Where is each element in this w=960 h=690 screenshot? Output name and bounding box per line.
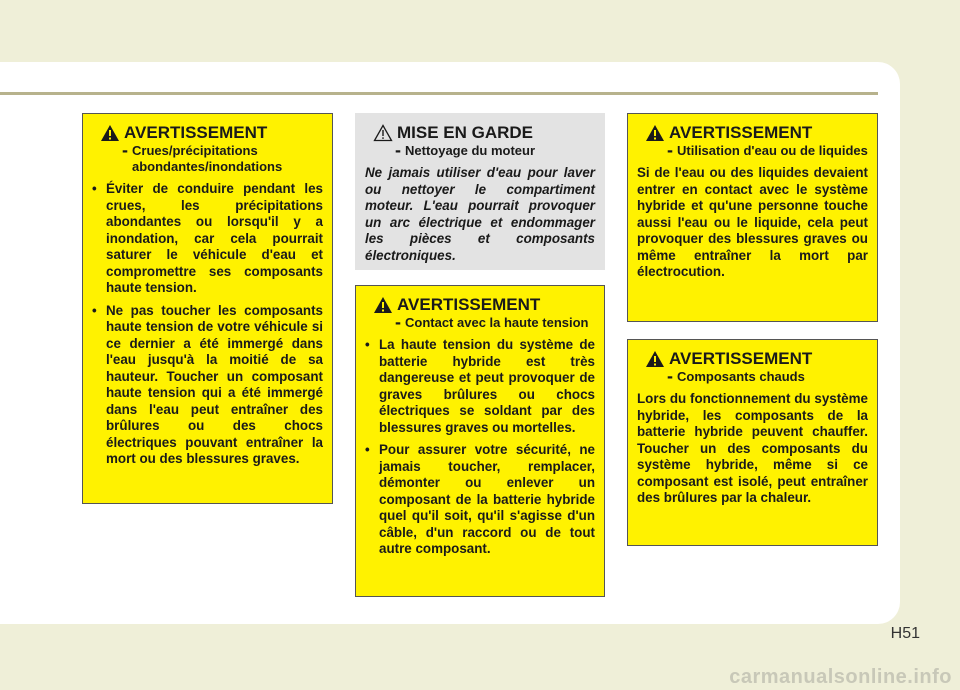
header-rule xyxy=(0,92,878,95)
list-item: • La haute tension du système de batterie hybride est très dangereuse et peut provoquer de graves brûlures ou chocs électriques se soldant par des blessures graves ou mortelles. xyxy=(365,337,595,435)
warning-subtitle: - Crues/précipitations abondantes/inondations xyxy=(122,140,283,174)
caution-triangle-icon xyxy=(373,124,393,142)
list-item: • Éviter de conduire pendant les crues, les précipitations abondantes ou lorsqu'il y a inondation, car cela pourrait saturer le véhicule d'eau et compromettre ses composants haute tension. xyxy=(92,181,323,295)
warning-subtitle: - Utilisation d'eau ou de liquides xyxy=(667,140,868,160)
caution-title: MISE EN GARDE xyxy=(397,123,534,142)
list-item: • Ne pas toucher les composants haute tension de votre véhicule si ce dernier a été immergé dans l'eau jusqu'à la moitié de sa hauteur. Toucher un composant haute tension qui a été immergé dans l'eau peut entraîner des brûlures ou des chocs électriques pouvant entraîner la mort ou des blessures graves. xyxy=(92,302,323,466)
footer-watermark: carmanualsonline.info xyxy=(729,666,952,688)
warning-box-hot-components xyxy=(627,339,878,546)
warning-text: Si de l'eau ou des liquides devaient entrer en contact avec le système hybride et qu'une personne touche aussi l'eau ou le liquide, cela peut provoquer des blessures graves ou même entraîner la mort par électrocution. xyxy=(637,165,868,279)
list-item: • Pour assurer votre sécurité, ne jamais toucher, remplacer, démonter ou enlever un composant de la batterie hybride quel qu'il soit, qu'il s'agisse d'un câble, d'un raccord ou de tout autre composant. xyxy=(365,442,595,556)
warning-box-high-voltage xyxy=(355,285,605,597)
warning-title: AVERTISSEMENT xyxy=(669,123,813,142)
warning-box-water-liquids xyxy=(627,113,878,322)
warning-title: AVERTISSEMENT xyxy=(397,295,541,314)
warning-bullet-list xyxy=(92,181,323,468)
warning-bullet-list xyxy=(365,337,595,558)
warning-triangle-icon xyxy=(373,296,393,314)
page-number: H51 xyxy=(890,625,920,642)
warning-title: AVERTISSEMENT xyxy=(124,123,268,142)
warning-triangle-icon xyxy=(100,124,120,142)
warning-subtitle: - Composants chauds xyxy=(667,366,805,386)
warning-triangle-icon xyxy=(645,350,665,368)
warning-triangle-icon xyxy=(645,124,665,142)
warning-subtitle: - Contact avec la haute tension xyxy=(395,312,589,332)
caution-box-engine-cleaning xyxy=(355,113,605,270)
warning-text: Lors du fonctionnement du système hybride, les composants de la batterie hybride peuvent chauffer. Toucher un des composants du système hybride, même si ce composant est isolé, peut entraîner des brûlures par la chaleur. xyxy=(637,391,868,505)
warning-title: AVERTISSEMENT xyxy=(669,349,813,368)
warning-box-floods xyxy=(82,113,333,504)
caution-subtitle: - Nettoyage du moteur xyxy=(395,140,536,160)
caution-text: Ne jamais utiliser d'eau pour laver ou nettoyer le compartiment moteur. L'eau pourrait provoquer un arc électrique et endommager les pièces et composants électroniques. xyxy=(365,165,595,263)
